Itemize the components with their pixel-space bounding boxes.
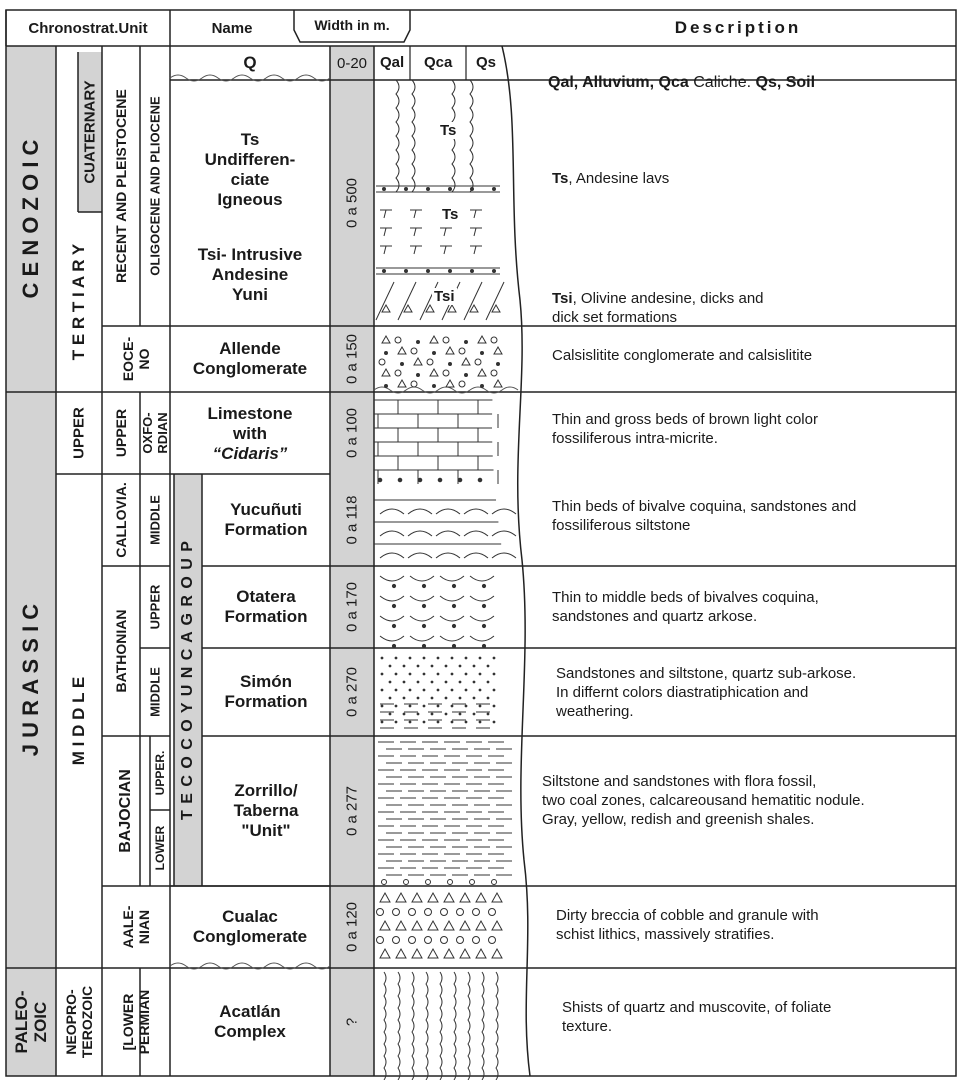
litho-label-qs: Qs <box>476 54 497 71</box>
epoch-bathonian-label: BATHONIAN <box>113 609 129 693</box>
unit-name-allende: Allende Conglomerate <box>192 339 308 378</box>
desc-tsi-abbr: Tsi <box>552 290 573 307</box>
epoch-bajocian-lower-label: LOWER <box>153 825 167 871</box>
desc-allende: Calsislitite conglomerate and calsislitite <box>552 347 813 364</box>
header-name: Name <box>211 19 253 37</box>
unit-name-simon: Simón Formation <box>224 672 308 711</box>
unit-name-limestone-italic: “Cidaris” <box>212 444 288 463</box>
period-upper <box>56 392 102 474</box>
desc-acatlan: Shists of quartz and muscovite, of foliate texture. <box>562 999 832 1035</box>
epoch-upper-jurassic-label: UPPER <box>113 408 129 458</box>
width-ts <box>330 80 374 326</box>
desc-zorrillo: Siltstone and sandstones with flora fossil, two coal zones, calcareousand hematitic nodule. Gray, yellow, redish and greenish shales. <box>542 773 865 828</box>
width-limestone-label: 0 a 100 <box>343 407 361 459</box>
epoch-recent-pleistocene-label: RECENT AND PLEISTOCENE <box>113 89 129 283</box>
epoch-bathonian <box>102 566 140 736</box>
header-width: Width in m. <box>314 17 390 33</box>
litho-label-ts1: Ts <box>440 122 457 139</box>
epoch-lower-permian <box>102 968 170 1076</box>
unit-name-yucunuti: Yucuñuti Formation <box>224 500 308 539</box>
epoch-bajocian-lower <box>150 810 170 886</box>
desc-q-alluvium: , Alluvium, <box>573 74 659 91</box>
width-allende <box>330 326 374 392</box>
era-cenozoic <box>6 46 56 392</box>
epoch-lower-permian-label: [LOWER PERMIAN <box>120 989 152 1055</box>
period-middle-label: M I D D L E <box>69 676 88 766</box>
desc-otatera: Thin to middle beds of bivalves coquina, sandstones and quartz arkose. <box>552 589 819 625</box>
unit-name-acatlan: Acatlán Complex <box>214 1002 286 1041</box>
width-limestone <box>330 392 374 474</box>
epoch-callovian-middle-label: MIDDLE <box>147 495 163 545</box>
epoch-eoceno <box>102 326 170 392</box>
litho-label-qal: Qal <box>380 54 405 71</box>
epoch-callovian-label: CALLOVIA. <box>113 482 129 558</box>
litho-label-ts2: Ts <box>442 206 459 223</box>
lithology-patterns <box>374 80 516 1080</box>
era-paleozoic-label: PALEO- ZOIC <box>12 990 50 1054</box>
epoch-bajocian-upper <box>150 736 170 810</box>
desc-tsi-text: , Olivine andesine, dicks and dick set formations <box>552 290 764 326</box>
litho-label-tsi: Tsi <box>434 288 455 305</box>
width-zorrillo-label: 0 a 277 <box>343 785 361 837</box>
epoch-bathonian-middle-label: MIDDLE <box>147 667 163 717</box>
era-cenozoic-label: C E N O Z O I C <box>18 139 43 299</box>
width-cualac <box>330 886 374 968</box>
group-tecocoyunca-label: T E C O C O Y U N C A G R O U P <box>179 540 196 820</box>
unit-name-otatera: Otatera Formation <box>224 587 308 626</box>
epoch-callovian-middle <box>140 474 170 566</box>
epoch-upper-jurassic <box>102 392 140 474</box>
desc-simon: Sandstones and siltstone, quartz sub-arkose. In differnt colors diastratiphication and weathering. <box>556 665 857 720</box>
width-otatera <box>330 566 374 648</box>
period-tertiary <box>56 212 102 392</box>
epoch-bajocian-upper-label: UPPER. <box>153 750 167 796</box>
width-acatlan-label: ? <box>343 1017 361 1027</box>
width-yucunuti <box>330 474 374 566</box>
header-chrono: Chronostrat.Unit <box>28 19 148 37</box>
width-yucunuti-label: 0 a 118 <box>343 495 361 545</box>
width-cualac-label: 0 a 120 <box>343 901 361 953</box>
desc-limestone: Thin and gross beds of brown light color fossiliferous intra-micrite. <box>552 411 818 447</box>
epoch-recent-pleistocene <box>102 46 140 326</box>
unit-name-limestone-text: Limestone with <box>207 404 293 443</box>
epoch-bathonian-middle <box>140 648 170 736</box>
desc-yucunuti: Thin beds of bivalve coquina, sandstones and fossiliferous siltstone <box>552 498 857 534</box>
epoch-aalenian <box>102 886 170 968</box>
era-jurassic-label: J U R A S S I C <box>18 603 43 757</box>
desc-q-qca: Qca <box>658 74 689 91</box>
desc-q-soil: , Soil <box>776 74 816 91</box>
period-upper-label: UPPER <box>70 407 88 459</box>
width-ts-label: 0 a 500 <box>343 177 361 229</box>
epoch-eoceno-label: EOCE- NO <box>120 336 152 382</box>
period-tertiary-label: T E R T I A R Y <box>69 243 88 361</box>
width-otatera-label: 0 a 170 <box>343 581 361 633</box>
epoch-oligocene-pliocene-label: OLIGOCENE AND PLIOCENE <box>147 96 163 276</box>
width-allende-label: 0 a 150 <box>343 333 361 385</box>
era-jurassic <box>6 392 56 968</box>
unit-name-zorrillo: Zorrillo/ Taberna "Unit" <box>233 781 299 840</box>
width-zorrillo <box>330 736 374 886</box>
desc-cualac: Dirty breccia of cobble and granule with schist lithics, massively stratifies. <box>556 907 819 943</box>
epoch-oxfordian <box>140 392 170 474</box>
desc-ts-text: , Andesine lavs <box>568 170 670 187</box>
group-tecocoyunca <box>174 474 202 886</box>
desc-q-qs: Qs <box>755 74 777 91</box>
period-neoproterozoic-label: NEOPRO- TEROZOIC <box>63 985 95 1059</box>
period-cuaternary-label: CUATERNARY <box>81 80 99 184</box>
epoch-bajocian-label: BAJOCIAN <box>117 769 134 853</box>
desc-q-qal: Qal <box>548 74 574 91</box>
desc-q-caliche: Caliche. <box>688 74 756 91</box>
litho-label-qca: Qca <box>424 54 453 71</box>
epoch-oxfordian-label: OXFO- RDIAN <box>140 412 170 454</box>
period-cuaternary <box>78 52 102 212</box>
period-middle <box>56 474 102 968</box>
epoch-aalenian-label: AALE- NIAN <box>120 905 152 949</box>
width-simon <box>330 648 374 736</box>
era-paleozoic <box>6 968 56 1076</box>
desc-q <box>548 54 948 92</box>
epoch-bajocian <box>102 736 150 886</box>
epoch-oligocene-pliocene <box>140 46 170 326</box>
width-simon-label: 0 a 270 <box>343 666 361 718</box>
epoch-bathonian-upper-label: UPPER <box>147 584 163 630</box>
header-description: Description <box>674 18 802 37</box>
unit-name-cualac: Cualac Conglomerate <box>192 907 308 946</box>
width-acatlan <box>330 968 374 1076</box>
desc-ts <box>552 150 932 188</box>
unit-name-ts: Ts Undifferen- ciate Igneous <box>204 130 296 209</box>
unit-name-q: Q <box>243 53 257 72</box>
desc-tsi <box>552 270 932 327</box>
epoch-callovian <box>102 474 140 566</box>
unit-name-limestone <box>170 394 330 474</box>
epoch-bathonian-upper <box>140 566 170 648</box>
unit-name-tsi: Tsi- Intrusive Andesine Yuni <box>197 245 303 304</box>
width-q: 0-20 <box>336 54 368 72</box>
period-neoproterozoic <box>56 968 102 1076</box>
desc-ts-abbr: Ts <box>552 170 569 187</box>
